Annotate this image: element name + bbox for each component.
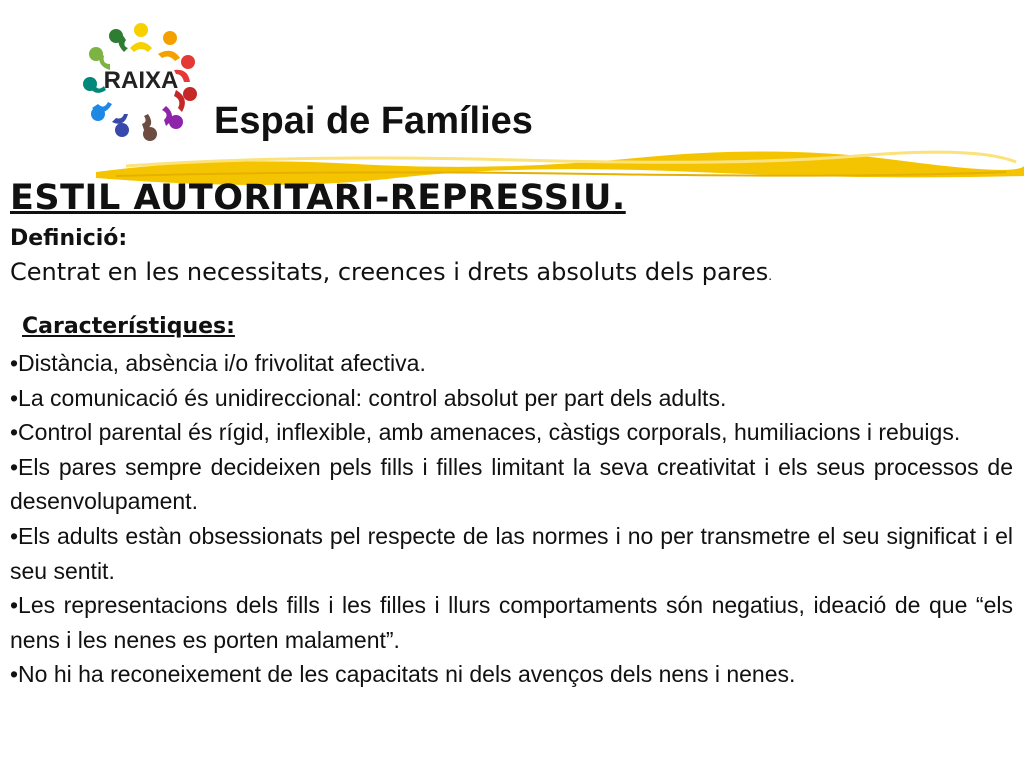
definition-text-row [10,258,772,286]
list-item: •Els pares sempre decideixen pels fills i filles limitant la seva creativitat i els seus processos de desenvolupament. [10,453,1013,515]
characteristics-list [10,346,1013,692]
list-item: •Control parental és rígid, inflexible, amb amenaces, càstigs corporals, humiliacions i rebuigs. [10,419,961,446]
logo-text: RAIXA [103,67,179,94]
list-item: •Les representacions dels fills i les filles i llurs comportaments són negatius, ideació de que “els nens i les nenes es porten malament”. [10,592,1013,653]
definition-label: Definició: [10,226,128,251]
raixa-logo [78,18,204,144]
list-item: •Distància, absència i/o frivolitat afectiva. [10,350,426,376]
brand-title: Espai de Famílies [214,100,533,142]
page-title: ESTIL AUTORITARI-REPRESSIU. [10,178,626,218]
list-item: •No hi ha reconeixement de les capacitats ni dels avenços dels nens i nenes. [10,661,796,688]
characteristics-label: Característiques: [22,314,235,339]
definition-dot: . [768,269,773,283]
list-item: •Els adults estàn obsessionats pel respecte de las normes i no per transmetre el seu significat i el seu sentit. [10,522,1013,584]
definition-text: Centrat en les necessitats, creences i drets absoluts dels pares [10,258,769,286]
list-item: •La comunicació és unidireccional: control absolut per part dels adults. [10,384,727,411]
